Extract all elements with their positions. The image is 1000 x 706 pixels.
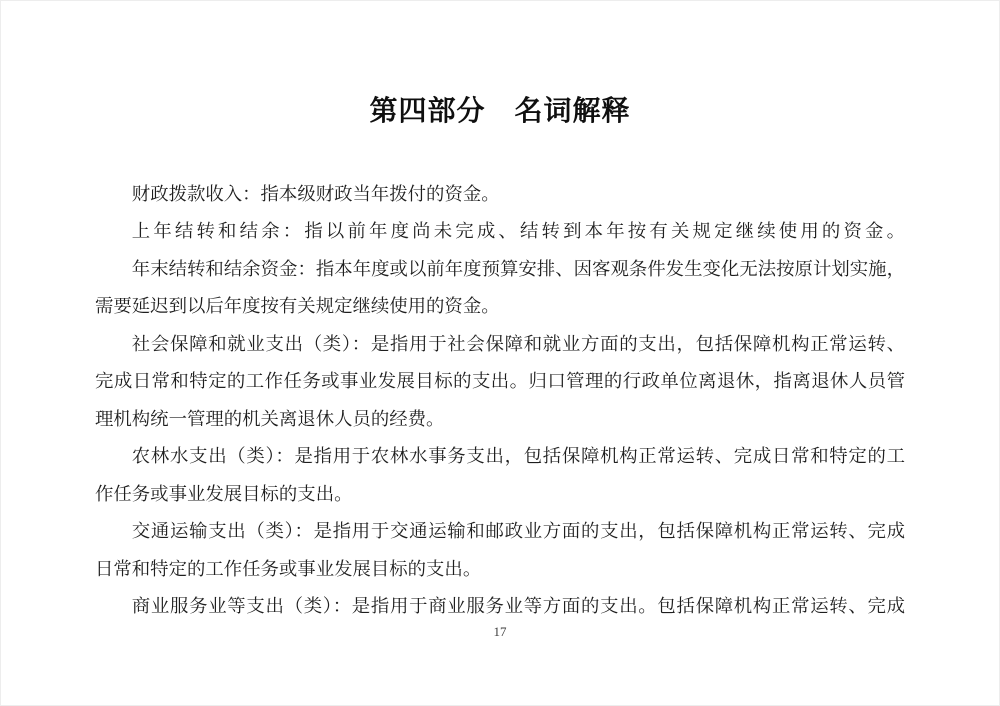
paragraph-line: 日常和特定的工作任务或事业发展目标的支出。	[95, 558, 482, 579]
paragraph-line: 社会保障和就业支出（类）：是指用于社会保障和就业方面的支出，包括保障机构正常运转、	[131, 333, 905, 354]
paragraph-line: 完成日常和特定的工作任务或事业发展目标的支出。归口管理的行政单位离退休，指离退休人员管	[95, 371, 905, 392]
paragraph	[95, 213, 905, 250]
paragraph-line: 农林水支出（类）：是指用于农林水事务支出，包括保障机构正常运转、完成日常和特定的工	[131, 446, 905, 467]
paragraph	[95, 176, 905, 213]
paragraph-line: 需要延迟到以后年度按有关规定继续使用的资金。	[95, 296, 500, 317]
paragraph	[95, 588, 905, 625]
page-title: 第四部分 名词解释	[369, 96, 631, 127]
paragraph-line: 财政拨款收入：指本级财政当年拨付的资金。	[131, 184, 500, 204]
glossary-content	[95, 176, 905, 625]
paragraph-line: 理机构统一管理的机关离退休人员的经费。	[95, 408, 445, 429]
paragraph-line: 上年结转和结余：指以前年度尚未完成、结转到本年按有关规定继续使用的资金。	[131, 221, 905, 242]
paragraph	[95, 326, 905, 438]
paragraph	[95, 513, 905, 588]
paragraph-line: 商业服务业等支出（类）：是指用于商业服务业等方面的支出。包括保障机构正常运转、完成	[131, 595, 905, 616]
page-number: 17	[493, 624, 507, 639]
paragraph-line: 年末结转和结余资金：指本年度或以前年度预算安排、因客观条件发生变化无法按原计划实施，	[131, 258, 905, 279]
paragraph-line: 交通运输支出（类）：是指用于交通运输和邮政业方面的支出，包括保障机构正常运转、完成	[131, 521, 905, 542]
paragraph-line: 作任务或事业发展目标的支出。	[95, 483, 353, 504]
paragraph	[95, 438, 905, 513]
paragraph	[95, 251, 905, 326]
